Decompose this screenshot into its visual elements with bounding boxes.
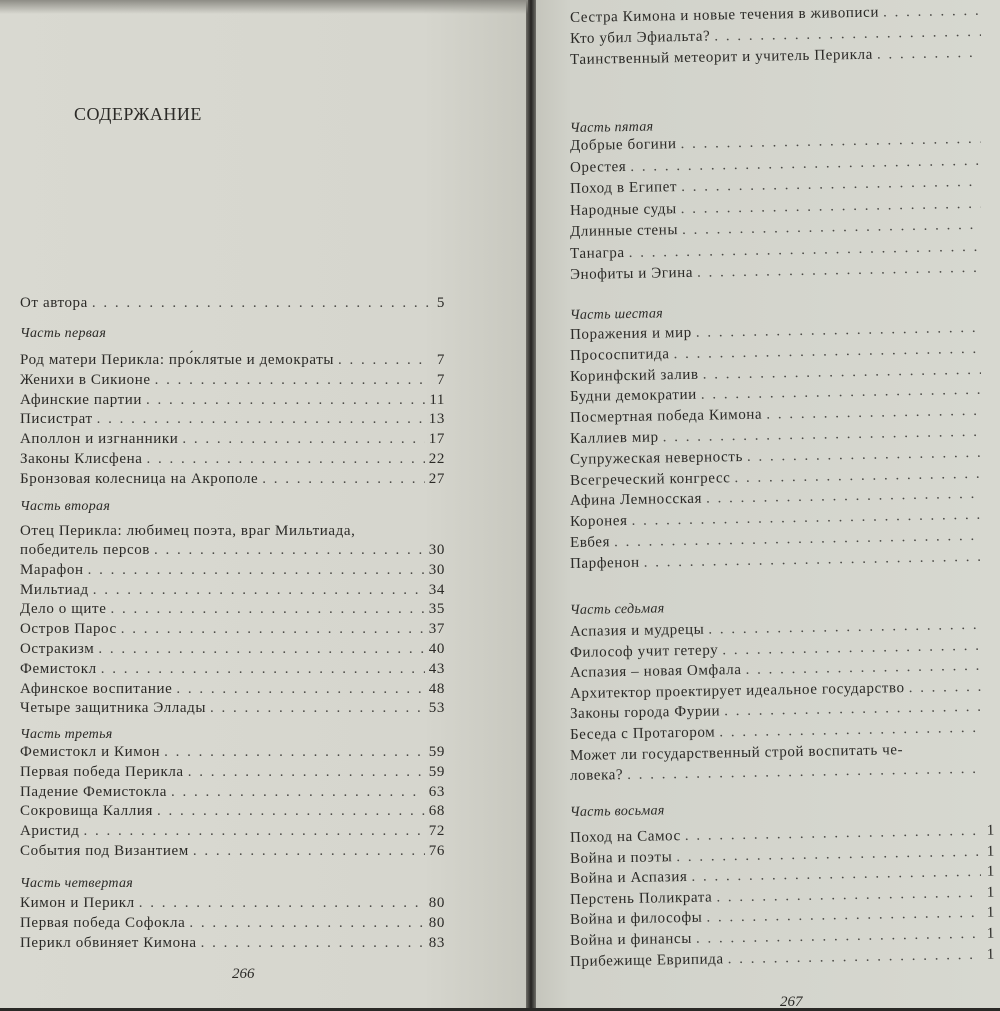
dot-leader [83, 821, 424, 841]
page-number-right: 267 [780, 994, 803, 1011]
toc-entry-title: Кто убил Эфиальта? [570, 27, 711, 49]
toc-entry-title: Поражения и мир [570, 323, 692, 345]
toc-entry-title: ловека? [570, 765, 624, 786]
toc-entry-title: Поход на Самос [570, 826, 681, 848]
toc-entry-page: 1 [985, 882, 995, 902]
toc-entry-title: Остров Парос [20, 619, 117, 639]
dot-leader [883, 1, 981, 23]
part-label: Часть пятая [570, 119, 654, 138]
toc-entry-page: 68 [429, 801, 445, 821]
toc-entry [20, 560, 445, 580]
toc-entry-page: 13 [429, 409, 445, 429]
contents-heading: СОДЕРЖАНИЕ [74, 104, 202, 125]
part-label: Часть третья [20, 726, 113, 744]
toc-entry [20, 762, 445, 782]
toc-entry-title: Философ учит гетеру [570, 640, 719, 663]
toc-entry-title: Парфенон [570, 553, 640, 574]
toc-entry-page: 80 [429, 913, 445, 933]
page-edge-shadow [0, 0, 528, 14]
toc-entry-title: Война и философы [570, 908, 703, 930]
toc-entry-page: 22 [429, 449, 445, 469]
dot-leader [193, 841, 425, 861]
toc-entry-page: 27 [429, 469, 445, 489]
toc-entry-title: От автора [20, 293, 88, 313]
toc-entry-title: Бронзовая колесница на Акрополе [20, 469, 258, 489]
toc-entry-page: 76 [429, 841, 445, 861]
toc-entry-page: 43 [429, 659, 445, 679]
toc-entry-page: 35 [429, 599, 445, 619]
dot-leader [189, 913, 424, 933]
toc-entry-page: 5 [435, 293, 445, 313]
part-label: Часть первая [20, 325, 106, 343]
toc-entry-title: Фемистокл [20, 659, 97, 679]
toc-entry-page: 1 [985, 903, 995, 923]
dot-leader [745, 656, 981, 680]
toc-entry-title: Перстень Поликрата [570, 887, 713, 909]
dot-leader [146, 449, 424, 469]
toc-entry-title: Первая победа Софокла [20, 913, 185, 933]
toc-entry [20, 429, 445, 449]
dot-leader [338, 350, 431, 370]
toc-entry-title: победитель персов [20, 540, 150, 560]
dot-leader [157, 801, 425, 821]
toc-entry-title: Дело о щите [20, 599, 106, 619]
toc-entry [20, 782, 445, 802]
toc-entry [20, 659, 445, 679]
toc-entry-title: Фемистокл и Кимон [20, 742, 160, 762]
toc-entry-title: События под Византием [20, 841, 189, 861]
dot-leader [121, 619, 425, 639]
dot-leader [101, 659, 425, 679]
toc-entry [20, 390, 445, 410]
toc-entry-page: 34 [429, 580, 445, 600]
toc-entry-title: Писистрат [20, 409, 93, 429]
toc-entry [20, 469, 445, 489]
dot-leader [92, 293, 431, 313]
toc-entry-title: Кимон и Перикл [20, 893, 135, 913]
toc-entry-page: 1 [985, 924, 995, 944]
toc-entry-page: 40 [429, 639, 445, 659]
toc-entry-page: 11 [429, 390, 445, 410]
toc-entry-page: 48 [429, 679, 445, 699]
part-label: Часть седьмая [570, 600, 665, 620]
toc-entry-title: Отец Перикла: любимец поэта, враг Мильтиада, [20, 521, 355, 541]
toc-entry-page: 53 [429, 698, 445, 718]
toc-entry-title: Народные суды [570, 199, 677, 221]
toc-entry-title: Первая победа Перикла [20, 762, 184, 782]
toc-entry-page: 80 [429, 893, 445, 913]
toc-entry-title: Орестея [570, 157, 627, 178]
toc-entry-title: Может ли государственный строй воспитать че- [570, 740, 904, 766]
toc-entry-title: Всегреческий конгресс [570, 468, 731, 491]
toc-entry-title: Супружеская неверность [570, 447, 743, 470]
toc-entry-title: Аспазия и мудрецы [570, 620, 705, 642]
toc-entry-title: Женихи в Сикионе [20, 370, 151, 390]
toc-entry [20, 742, 445, 762]
dot-leader [146, 390, 425, 410]
toc-entry [20, 599, 445, 619]
dot-leader [154, 540, 425, 560]
toc-entry-title: Каллиев мир [570, 427, 659, 449]
toc-entry-title: Прибежище Еврипида [570, 949, 724, 972]
toc-entry [20, 913, 445, 933]
toc-entry-title: Архитектор проектирует идеальное государство [570, 678, 905, 704]
toc-entry [20, 841, 445, 861]
toc-entry-title: Четыре защитника Эллады [20, 698, 206, 718]
toc-entry-title: Коринфский залив [570, 364, 699, 386]
dot-leader [97, 409, 425, 429]
dot-leader [877, 43, 981, 65]
toc-entry-title: Танагра [570, 243, 625, 264]
toc-entry-title: Аристид [20, 821, 79, 841]
dot-leader [93, 580, 425, 600]
toc-entry [20, 679, 445, 699]
dot-leader [719, 717, 981, 742]
toc-entry [20, 698, 445, 718]
part-label: Часть вторая [20, 498, 110, 516]
toc-entry-page: 17 [429, 429, 445, 449]
toc-entry-title: Род матери Перикла: про́клятые и демократы [20, 350, 334, 370]
part-label: Часть четвертая [20, 875, 133, 893]
toc-entry [20, 449, 445, 469]
dot-leader [182, 429, 424, 449]
dot-leader [139, 893, 425, 913]
dot-leader [262, 469, 425, 489]
toc-entry-page: 1 [985, 862, 995, 882]
toc-entry-title: Энофиты и Эгина [570, 263, 693, 285]
toc-entry-title: Война и поэты [570, 847, 673, 869]
dot-leader [88, 560, 425, 580]
dot-leader [747, 443, 981, 467]
toc-entry-page: 30 [429, 560, 445, 580]
toc-entry-page: 59 [429, 742, 445, 762]
page-number-left: 266 [232, 966, 255, 983]
toc-entry-page: 30 [429, 540, 445, 560]
dot-leader [164, 742, 425, 762]
toc-entry-title: Сокровища Каллия [20, 801, 153, 821]
toc-entry-page: 83 [429, 933, 445, 953]
toc-entry [20, 893, 445, 913]
dot-leader [110, 599, 424, 619]
toc-entry-title: Добрые богини [570, 134, 677, 156]
toc-entry-title: Длинные стены [570, 220, 678, 242]
dot-leader [766, 401, 981, 425]
toc-entry [20, 639, 445, 659]
toc-entry-page: 59 [429, 762, 445, 782]
toc-entry-page: 63 [429, 782, 445, 802]
toc-entry-page: 1 [985, 841, 995, 861]
toc-entry [20, 409, 445, 429]
toc-entry-title: Марафон [20, 560, 84, 580]
toc-entry-title: Афина Лемносская [570, 489, 702, 511]
toc-entry-title: Законы города Фурии [570, 701, 721, 724]
toc-entry [20, 933, 445, 953]
part-label: Часть шестая [570, 305, 663, 325]
toc-entry-title: Посмертная победа Кимона [570, 405, 763, 428]
dot-leader [210, 698, 425, 718]
toc-entry-title: Таинственный метеорит и учитель Перикла [570, 45, 873, 70]
toc-entry [20, 293, 445, 313]
toc-entry-page: 1 [985, 944, 995, 964]
toc-entry-title: Афинские партии [20, 390, 142, 410]
toc-entry-title: Мильтиад [20, 580, 89, 600]
part-label: Часть восьмая [570, 802, 665, 822]
toc-entry-title: Прососпитида [570, 344, 670, 366]
dot-leader [201, 933, 425, 953]
dot-leader [728, 944, 982, 968]
toc-entry-title: Война и Аспазия [570, 867, 688, 889]
dot-leader [171, 782, 425, 802]
toc-entry-title: Коронея [570, 511, 628, 532]
toc-entry-title: Аспазия – новая Омфала [570, 660, 742, 683]
toc-entry-title: Законы Клисфена [20, 449, 142, 469]
book-gutter [526, 0, 536, 1008]
dot-leader [908, 676, 981, 697]
toc-entry-title: Будни демократии [570, 385, 697, 407]
toc-entry-page: 1 [985, 821, 995, 841]
dot-leader [188, 762, 425, 782]
toc-entry [20, 801, 445, 821]
toc-entry-title: Сестра Кимона и новые течения в живописи [570, 3, 879, 28]
toc-entry-page: 37 [429, 619, 445, 639]
toc-entry-title: Евбея [570, 532, 610, 553]
toc-entry-title: Беседа с Протагором [570, 722, 716, 745]
toc-entry [20, 580, 445, 600]
toc-entry-title: Поход в Египет [570, 177, 677, 199]
toc-entry-page: 7 [435, 350, 445, 370]
toc-entry-title: Перикл обвиняет Кимона [20, 933, 197, 953]
toc-entry [20, 370, 445, 390]
toc-entry-page: 7 [435, 370, 445, 390]
toc-entry [20, 619, 445, 639]
toc-entry-title: Война и финансы [570, 929, 692, 951]
dot-leader [176, 679, 424, 699]
toc-entry-title: Остракизм [20, 639, 94, 659]
toc-entry [20, 821, 445, 841]
toc-entry [20, 350, 445, 370]
toc-entry-title: Аполлон и изгнанники [20, 429, 178, 449]
toc-entry-title: Падение Фемистокла [20, 782, 167, 802]
toc-entry-page: 72 [429, 821, 445, 841]
dot-leader [98, 639, 424, 659]
toc-entry-title: Афинское воспитание [20, 679, 172, 699]
dot-leader [155, 370, 431, 390]
toc-entry [20, 540, 445, 560]
